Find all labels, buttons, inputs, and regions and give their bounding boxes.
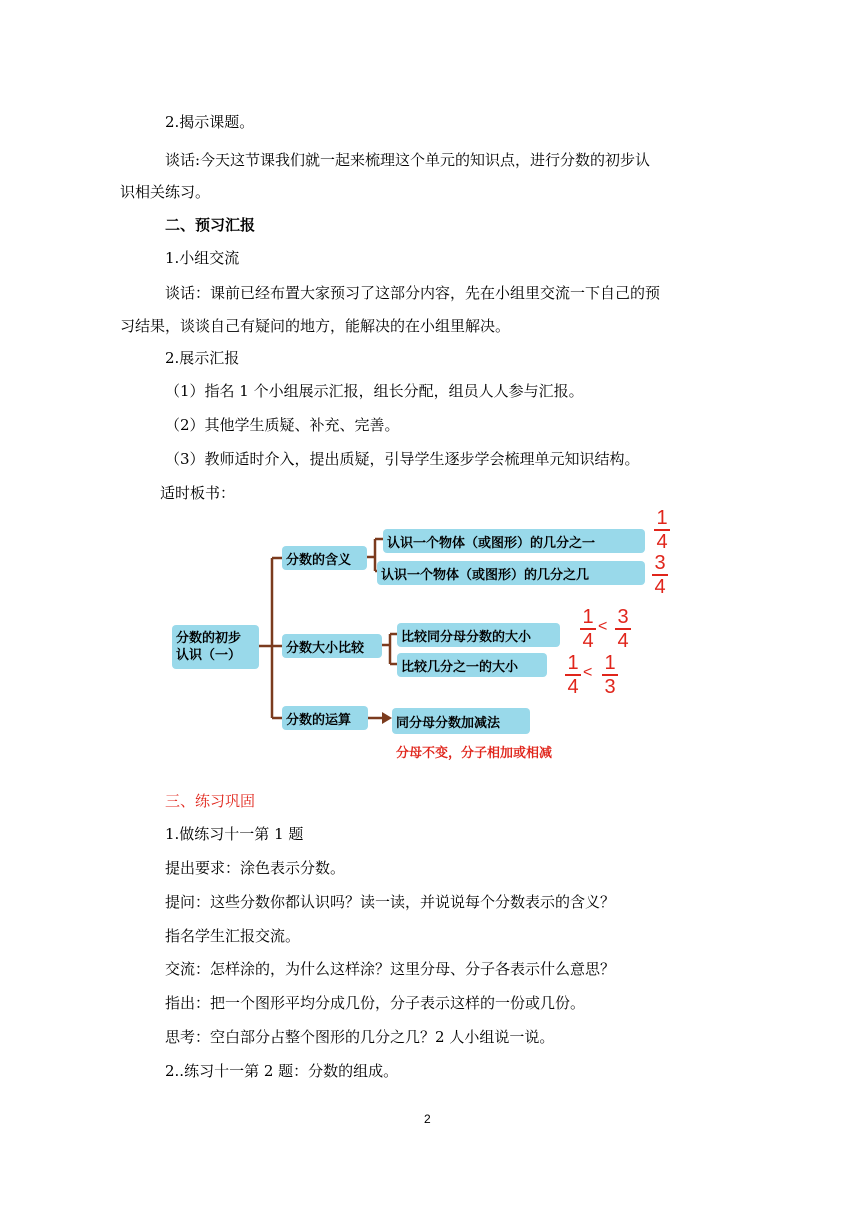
fraction-denominator: 4: [654, 576, 666, 598]
think: 思考：空白部分占整个图形的几分之几？2 人小组说一说。: [165, 1028, 555, 1046]
less-than-sign: <: [598, 618, 608, 635]
leaf-unit-fraction-box: 比较几分之一的大小: [397, 653, 547, 677]
step-group-exchange: 1.小组交流: [165, 249, 240, 267]
fraction-denominator: 3: [604, 676, 616, 698]
leaf-one-part-box: 认识一个物体（或图形）的几分之一: [383, 529, 645, 553]
student-report: 指名学生汇报交流。: [165, 927, 301, 945]
talk2-paragraph-line1: 谈话：课前已经布置大家预习了这部分内容，先在小组里交流一下自己的预: [165, 284, 661, 302]
leaf-several-parts-box: 认识一个物体（或图形）的几分之几: [377, 561, 645, 585]
fraction-denominator: 4: [582, 630, 594, 652]
item-3: （3）教师适时介入，提出质疑，引导学生逐步学会梳理单元知识结构。: [165, 450, 640, 468]
exercise-1: 1.做练习十一第 1 题: [165, 825, 304, 843]
board-label: 适时板书：: [160, 484, 236, 502]
step-show-report: 2.展示汇报: [165, 349, 240, 367]
rule-note: 分母不变，分子相加或相减: [396, 746, 553, 761]
fraction-numerator: 3: [617, 606, 629, 628]
exercise-2: 2..练习十一第 2 题：分数的组成。: [165, 1062, 399, 1080]
point-out: 指出：把一个图形平均分成几份，分子表示这样的一份或几份。: [165, 994, 586, 1012]
fraction-numerator: 1: [604, 652, 616, 674]
fraction-denominator: 4: [656, 531, 668, 553]
section-heading-practice: 三、练习巩固: [165, 792, 256, 810]
requirement: 提出要求：涂色表示分数。: [165, 859, 346, 877]
talk2-paragraph-line2: 习结果，谈谈自己有疑问的地方，能解决的在小组里解决。: [120, 317, 511, 335]
leaf-same-denominator-box: 比较同分母分数的大小: [397, 623, 560, 647]
less-than-sign: <: [583, 664, 593, 681]
branch-meaning-box: 分数的含义: [282, 546, 367, 570]
fraction-three-quarters: [652, 553, 668, 597]
compare2-left-fraction: [565, 653, 581, 697]
exchange: 交流：怎样涂的，为什么这样涂？这里分母、分子各表示什么意思？: [165, 960, 616, 978]
page-number: 2: [424, 1112, 431, 1126]
step-reveal-topic: 2.揭示课题。: [165, 113, 255, 131]
compare1-left-fraction: [580, 607, 596, 651]
fraction-numerator: 1: [656, 507, 668, 529]
fraction-denominator: 4: [567, 676, 579, 698]
compare1-right-fraction: [615, 607, 631, 651]
fraction-numerator: 1: [567, 652, 579, 674]
item-2: （2）其他学生质疑、补充、完善。: [165, 416, 400, 434]
item-1: （1）指名 1 个小组展示汇报，组长分配，组员人人参与汇报。: [165, 382, 584, 400]
talk-paragraph-line1: 谈话:今天这节课我们就一起来梳理这个单元的知识点，进行分数的初步认: [165, 151, 651, 169]
question: 提问：这些分数你都认识吗？读一读，并说说每个分数表示的含义？: [165, 893, 616, 911]
section-heading-preview: 二、预习汇报: [165, 216, 256, 234]
fraction-numerator: 3: [654, 552, 666, 574]
fraction-one-quarter: [654, 508, 670, 552]
branch-compare-box: 分数大小比较: [282, 634, 382, 658]
fraction-numerator: 1: [582, 606, 594, 628]
root-box: 分数的初步 认识（一）: [172, 625, 259, 669]
leaf-add-subtract-box: 同分母分数加减法: [392, 708, 530, 734]
compare2-right-fraction: [602, 653, 618, 697]
branch-operation-box: 分数的运算: [282, 706, 368, 730]
fraction-denominator: 4: [617, 630, 629, 652]
talk-paragraph-line2: 识相关练习。: [120, 183, 211, 201]
